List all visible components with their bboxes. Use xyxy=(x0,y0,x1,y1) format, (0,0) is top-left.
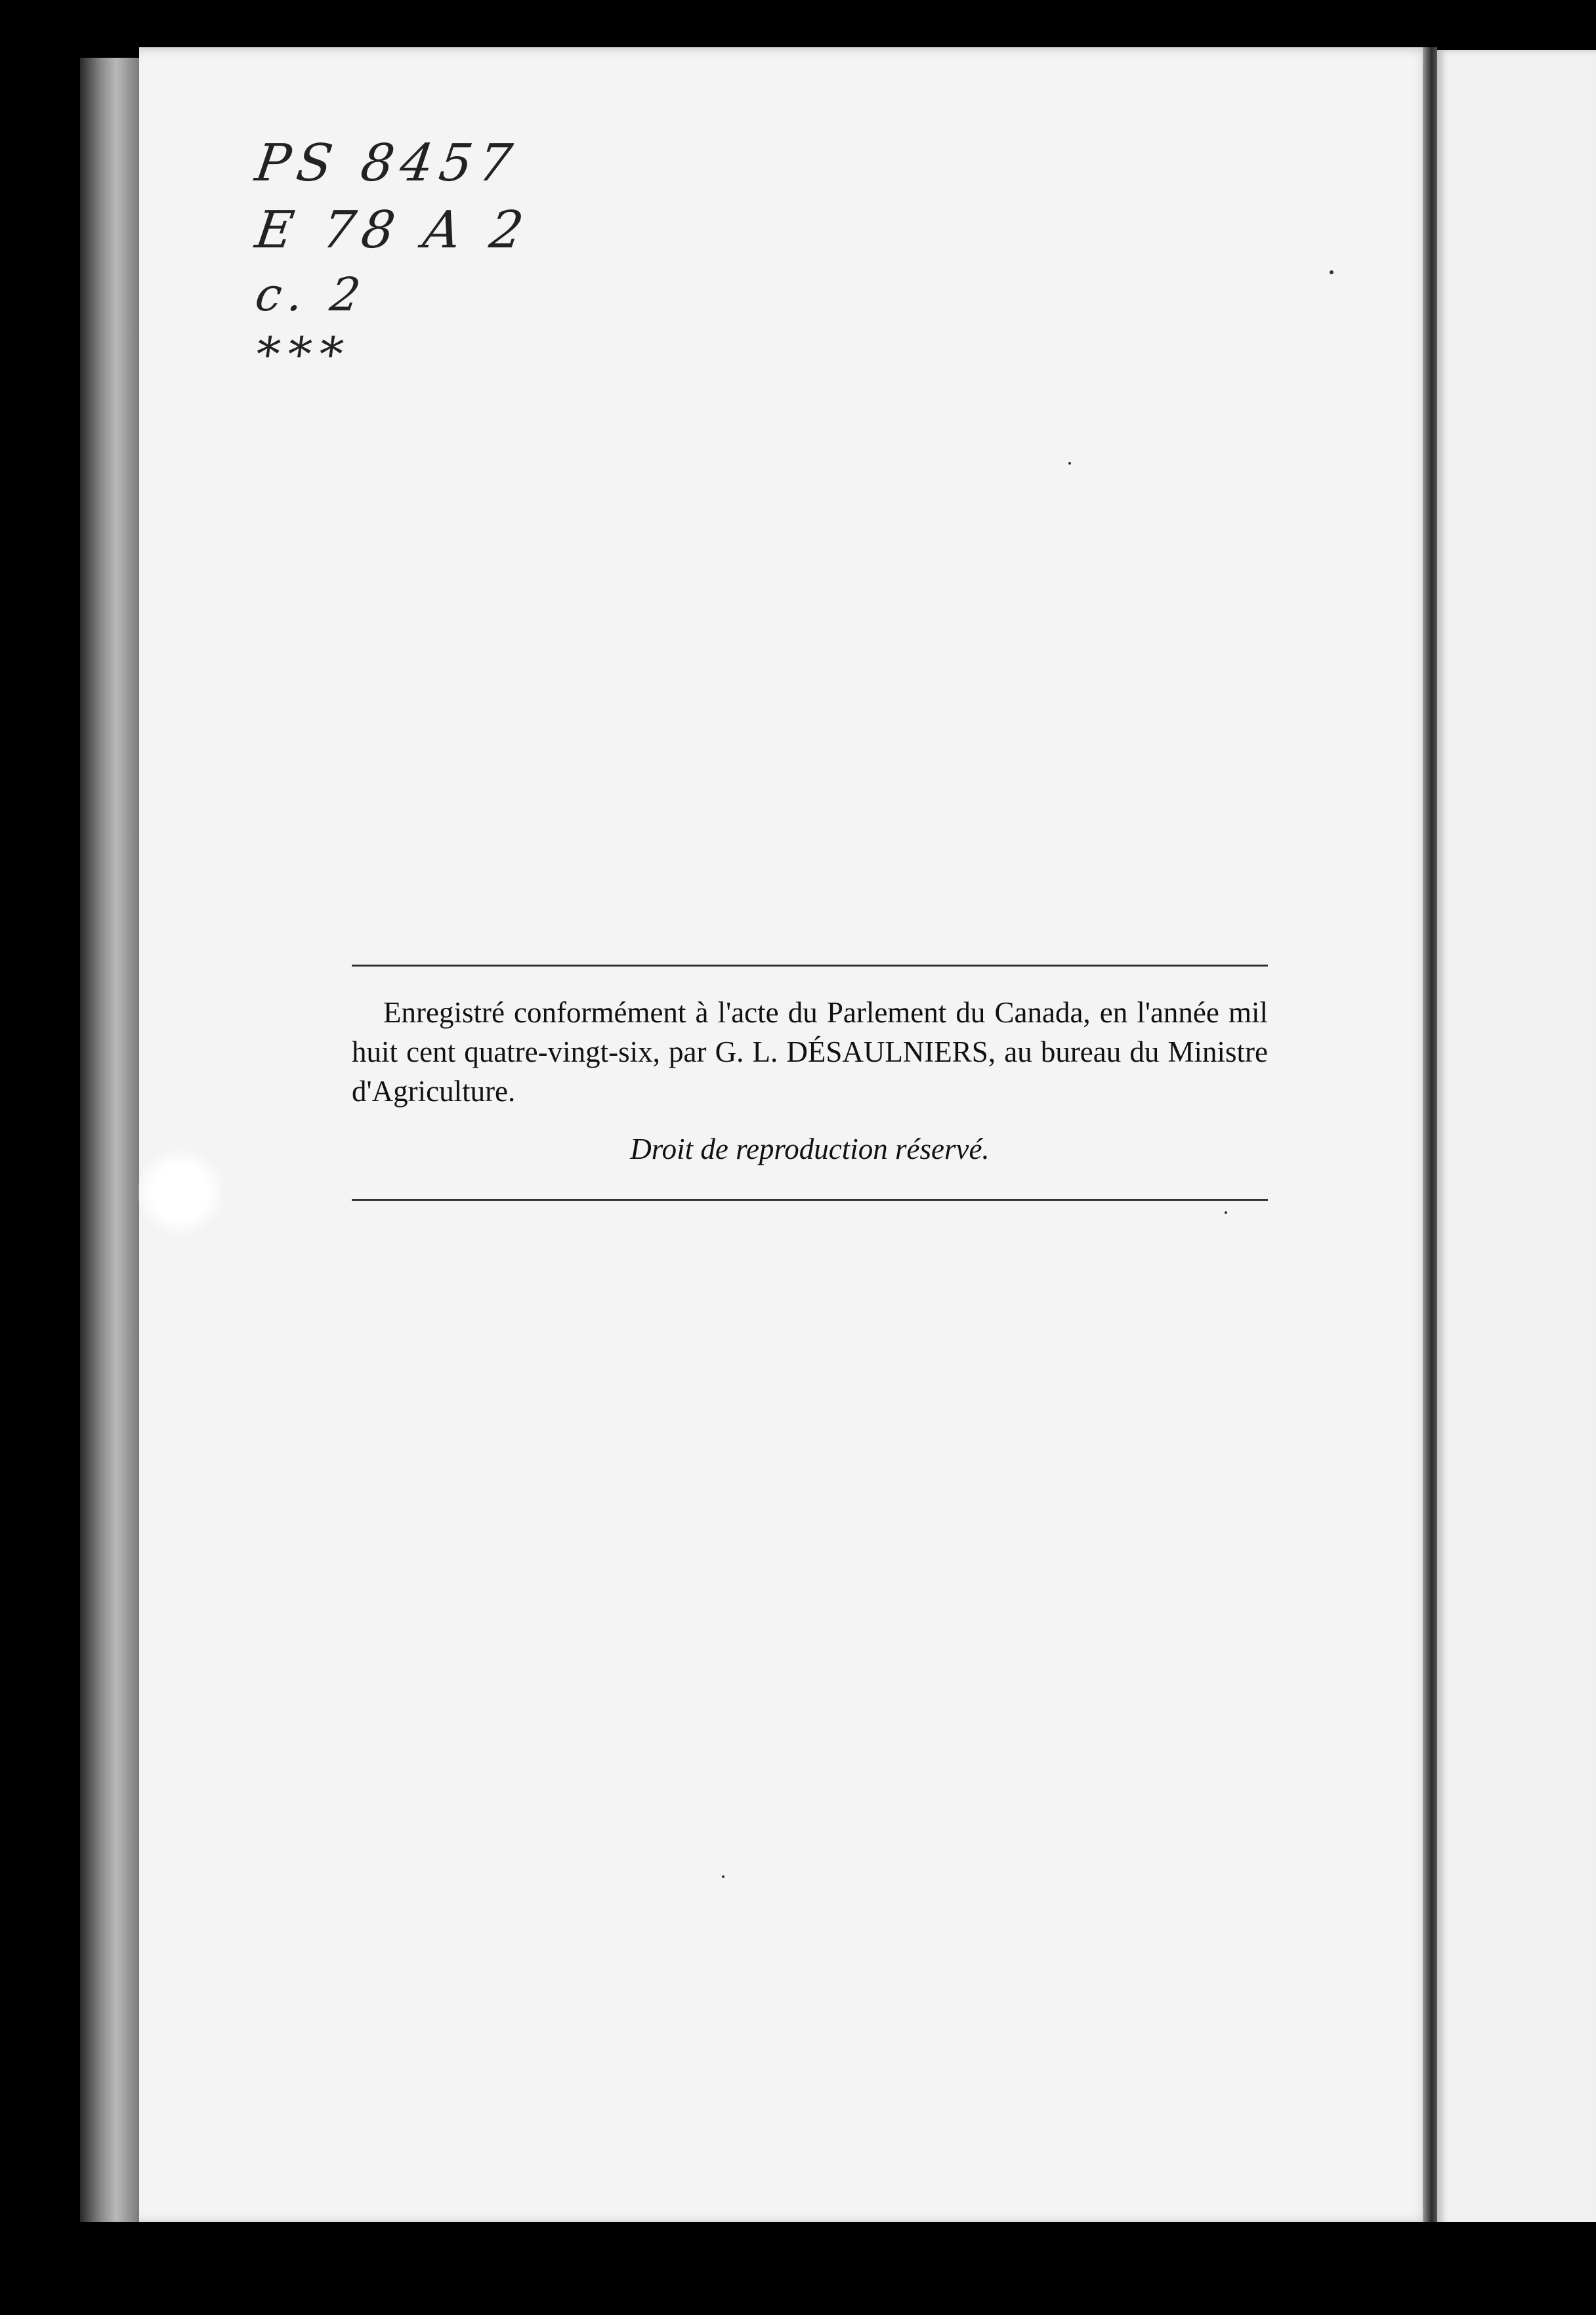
copyright-notice xyxy=(352,965,1268,1201)
ink-speck xyxy=(1225,1211,1227,1214)
ink-speck xyxy=(1330,270,1334,274)
copyright-text: Enregistré conformément à l'acte du Parlement du Canada, en l'année mil huit cent quatre-vingt-six, par G. L. DÉSAULNIERS, au bureau du Ministre d'Agriculture. xyxy=(352,996,1268,1108)
book-left-edge xyxy=(80,58,140,2222)
scan-bottom-border xyxy=(92,2222,1596,2315)
ink-speck xyxy=(722,1875,724,1878)
call-number-line-1: PS 8457 xyxy=(251,134,522,193)
reproduction-rights: Droit de reproduction réservé. xyxy=(630,1133,990,1165)
handwritten-call-number xyxy=(251,134,534,394)
call-number-copy: c. 2 xyxy=(252,268,371,322)
bottom-rule xyxy=(352,1199,1268,1201)
ink-speck xyxy=(1068,462,1071,465)
paper-damage-spot xyxy=(138,1150,223,1235)
call-number-stars: *** xyxy=(252,327,354,382)
page-gutter xyxy=(1423,47,1437,2224)
call-number-line-2: E 78 A 2 xyxy=(251,201,534,260)
top-rule xyxy=(352,965,1268,967)
facing-page-edge xyxy=(1437,50,1596,2228)
